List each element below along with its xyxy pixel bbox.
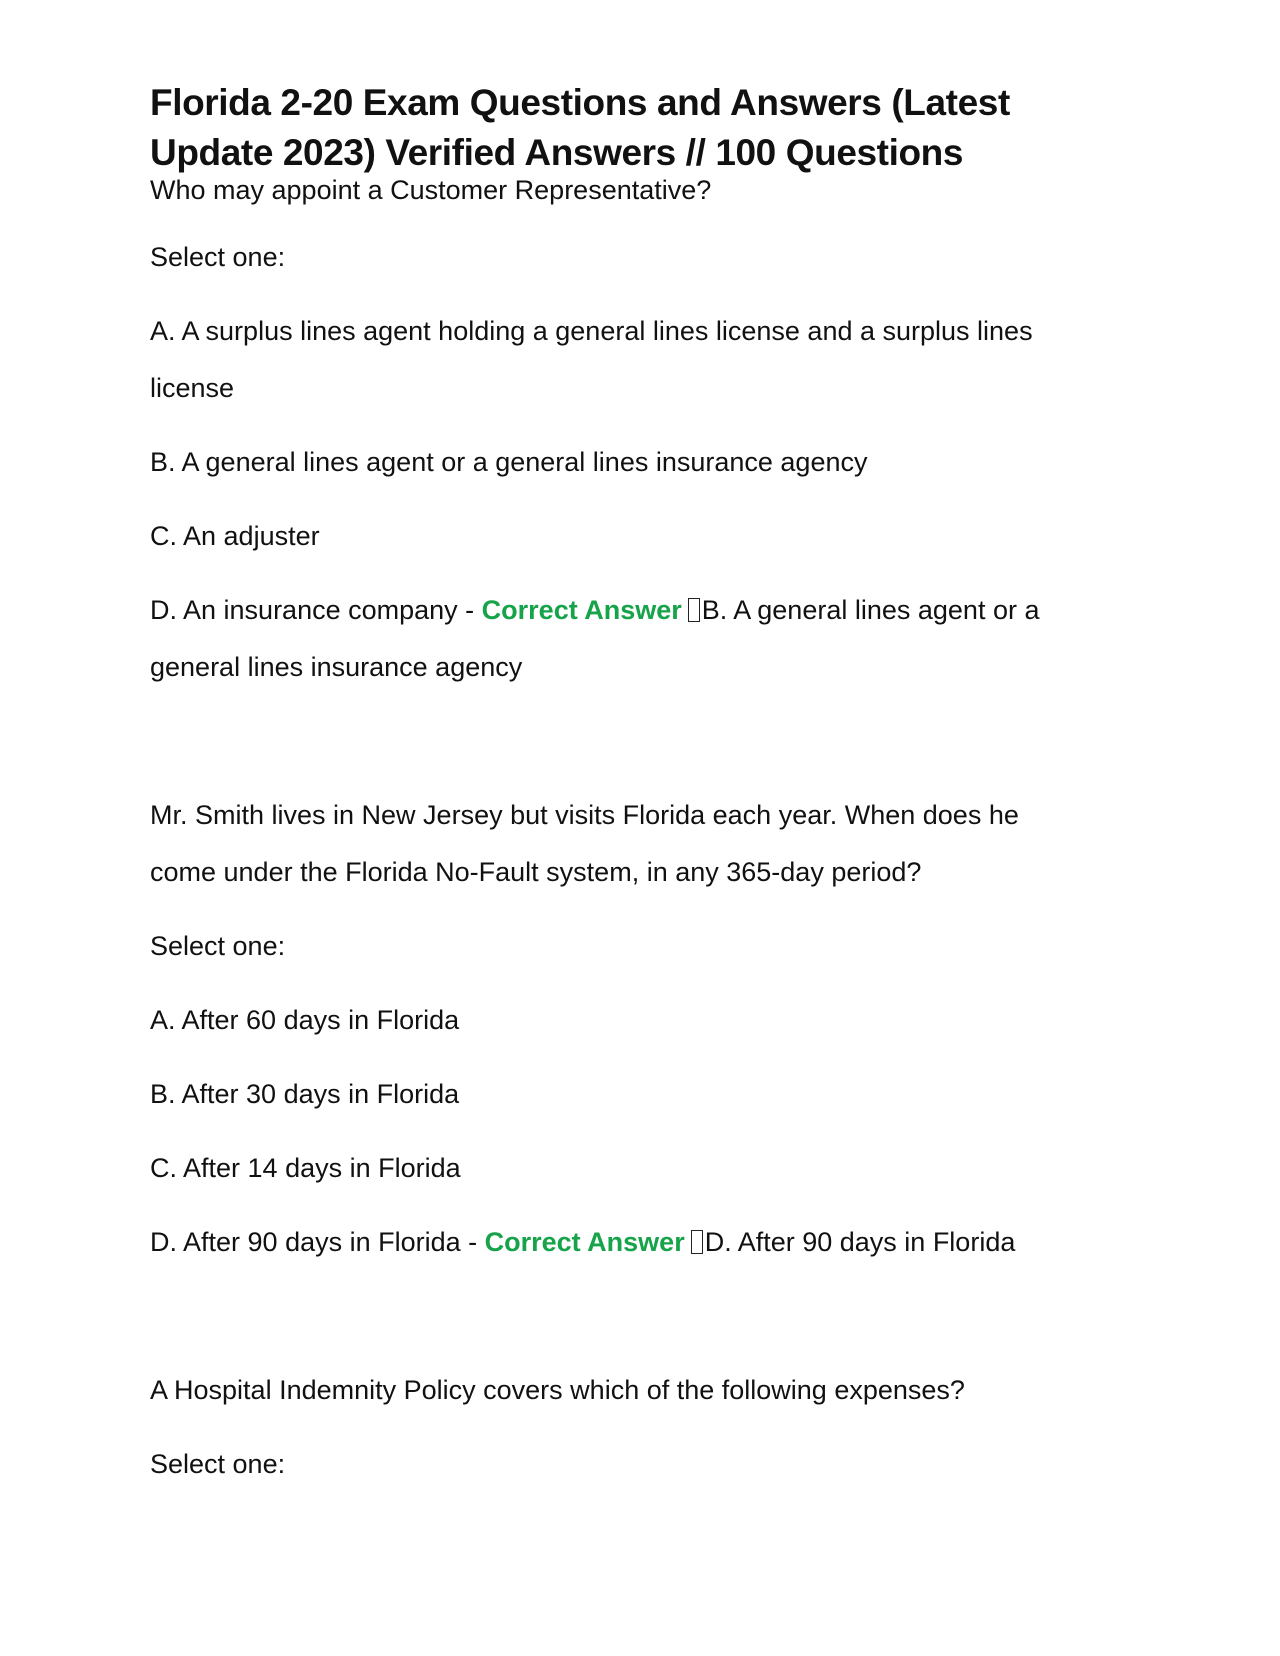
correct-answer-text: D. After 90 days in Florida <box>704 1227 1016 1257</box>
answer-option-b: B. After 30 days in Florida <box>150 1079 460 1109</box>
select-one-label: Select one: <box>150 1449 286 1479</box>
missing-glyph-box-icon <box>688 598 700 622</box>
correct-answer-label: Correct Answer <box>484 1227 685 1257</box>
question-prompt: Mr. Smith lives in New Jersey but visits Florida each year. When does he come under the Florida No-Fault system, in any 365-day period? <box>150 800 1019 887</box>
question-block <box>150 787 1090 1271</box>
missing-glyph-box-icon <box>691 1230 703 1254</box>
answer-option-b: B. A general lines agent or a general lines insurance agency <box>150 447 868 477</box>
correct-answer-label: Correct Answer <box>481 595 682 625</box>
question-prompt: A Hospital Indemnity Policy covers which of the following expenses? <box>150 1375 965 1405</box>
select-one-label: Select one: <box>150 931 286 961</box>
question-block <box>150 168 1090 696</box>
answer-option-c: C. An adjuster <box>150 521 320 551</box>
document-page <box>150 78 1090 1493</box>
answer-option-d-with-key <box>150 582 1090 696</box>
question-block <box>150 1362 1090 1493</box>
answer-option-d: D. After 90 days in Florida - <box>150 1227 485 1257</box>
document-title: Florida 2-20 Exam Questions and Answers (Latest Update 2023) Verified Answers // 100 Questions <box>150 82 1010 173</box>
select-one-label: Select one: <box>150 242 286 272</box>
answer-option-d-with-key <box>150 1214 1090 1271</box>
correct-answer-text: B. A general lines agent or a general lines insurance agency <box>150 595 1040 682</box>
question-prompt: Who may appoint a Customer Representative? <box>150 175 712 205</box>
answer-option-c: C. After 14 days in Florida <box>150 1153 461 1183</box>
answer-option-d: D. An insurance company - <box>150 595 482 625</box>
answer-option-a: A. After 60 days in Florida <box>150 1005 460 1035</box>
answer-option-a: A. A surplus lines agent holding a general lines license and a surplus lines license <box>150 316 1033 403</box>
